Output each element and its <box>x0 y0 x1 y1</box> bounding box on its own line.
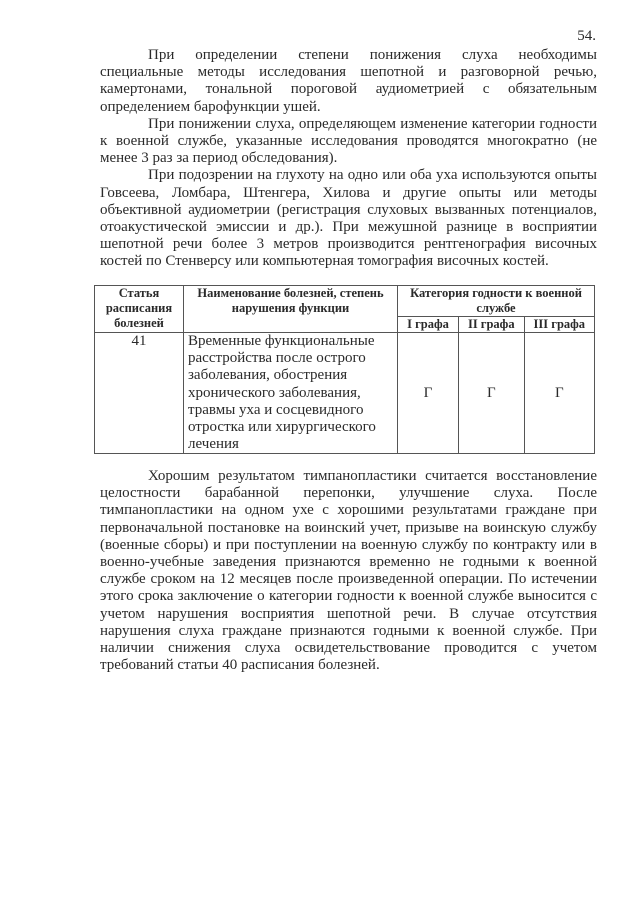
header-col1: I графа <box>398 317 459 333</box>
cell-col3: Г <box>524 333 594 454</box>
header-article: Статья расписания болезней <box>95 286 184 333</box>
header-col2: II графа <box>458 317 524 333</box>
page-number: 54. <box>577 28 596 44</box>
text-block-bottom <box>100 468 597 674</box>
cell-name: Временные функциональные расстройства после острого заболевания, обострения хронического заболевания, травмы уха и сосцевидного отростка или хирургического лечения <box>184 333 398 454</box>
header-name: Наименование болезней, степень нарушения функции <box>184 286 398 333</box>
cell-col2: Г <box>458 333 524 454</box>
header-category: Категория годности к военной службе <box>398 286 595 317</box>
paragraph: При определении степени понижения слуха необходимы специальные методы исследования шепотной и разговорной речью, камертонами, тональной пороговой аудиометрией с обязательным определением барофункции ушей. <box>100 47 597 115</box>
paragraph: При подозрении на глухоту на одно или оба уха используются опыты Говсеева, Ломбара, Штенгера, Хилова и другие опыты или методы объективной аудиометрии (регистрация слуховых вызванных потенциалов, отоакустической эмиссии и др.). При межушной разнице в восприятии шепотной речи более 3 метров производится рентгенография височных костей по Стенверсу или компьютерная томография височных костей. <box>100 167 597 270</box>
paragraph: Хорошим результатом тимпанопластики считается восстановление целостности барабанной перепонки, улучшение слуха. После тимпанопластики на одном ухе с хорошими результатами граждане при первоначальной постановке на воинский учет, призыве на воинскую службу (военные сборы) и при поступлении на военную службу по контракту или в военно-учебные заведения признаются временно не годными к военной службе сроком на 12 месяцев после произведенной операции. По истечении этого срока заключение о категории годности к военной службе выносится с учетом нарушения восприятия шепотной речи. В случае отсутствия нарушения слуха граждане признаются годными к военной службе. При наличии снижения слуха освидетельствование проводится с учетом требований статьи 40 расписания болезней. <box>100 468 597 674</box>
cell-col1: Г <box>398 333 459 454</box>
cell-article: 41 <box>95 333 184 454</box>
disease-schedule-table <box>94 285 595 454</box>
paragraph: При понижении слуха, определяющем изменение категории годности к военной службе, указанные исследования проводятся многократно (не менее 3 раз за период обследования). <box>100 115 597 167</box>
table-row <box>95 333 595 454</box>
text-block-top <box>100 47 597 271</box>
header-col3: III графа <box>524 317 594 333</box>
